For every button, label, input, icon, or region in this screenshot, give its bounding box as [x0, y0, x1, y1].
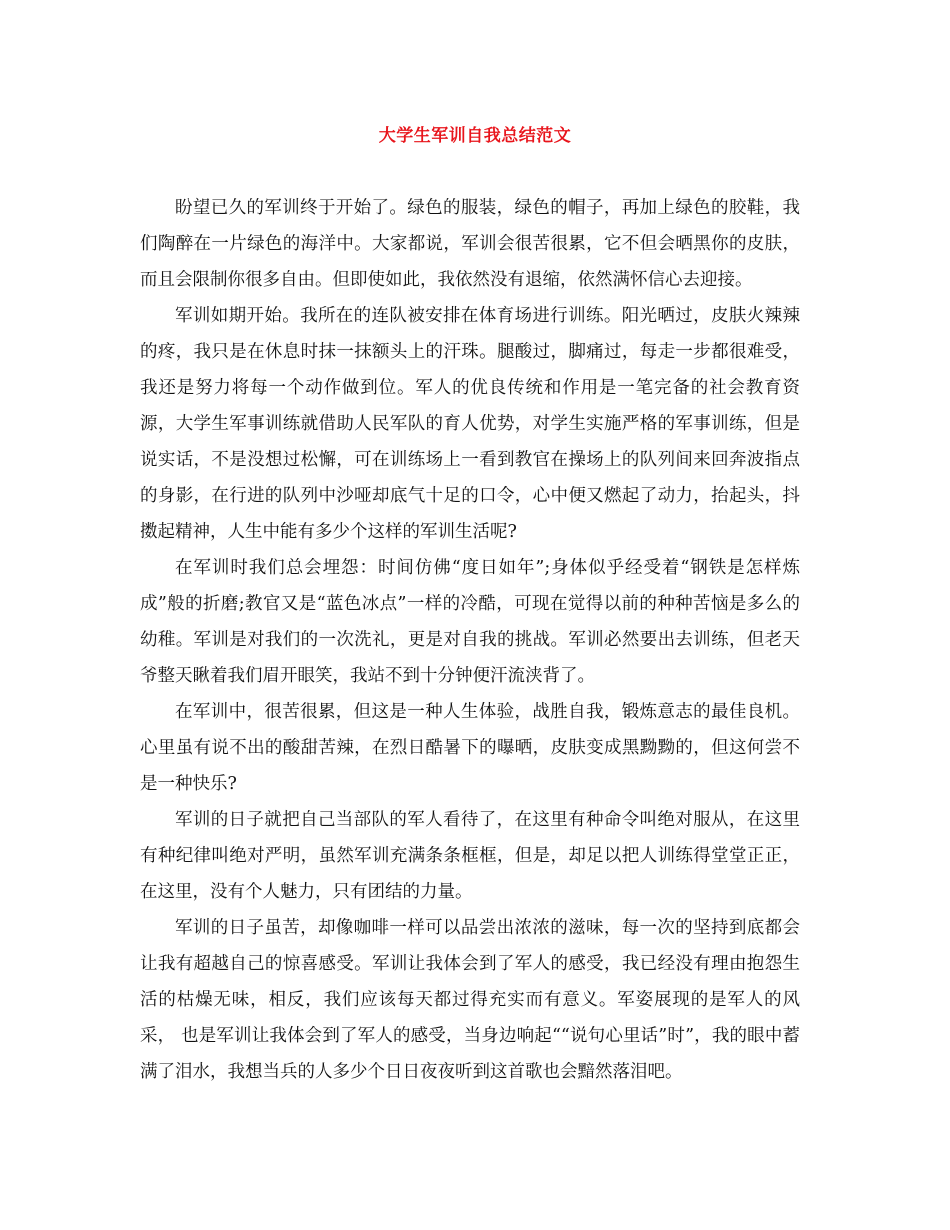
document-title: 大学生军训自我总结范文: [378, 126, 572, 146]
paragraph-4: 在军训中，很苦很累，但这是一种人生体验，战胜自我，锻炼意志的最佳良机。心里虽有说不出的酸甜苦辣，在烈日酷暑下的曝晒，皮肤变成黑黝黝的，但这何尝不是一种快乐?: [140, 702, 800, 794]
document-body: [140, 190, 800, 1090]
paragraph-5: 军训的日子就把自己当部队的军人看待了，在这里有种命令叫绝对服从，在这里有种纪律叫绝对严明，虽然军训充满条条框框，但是，却足以把人训练得堂堂正正，在这里，没有个人魅力，只有团结的力量。: [140, 810, 800, 902]
paragraph-6: 军训的日子虽苦，却像咖啡一样可以品尝出浓浓的滋味，每一次的坚持到底都会让我有超越自己的惊喜感受。军训让我体会到了军人的感受，我已经没有理由抱怨生活的枯燥无味，相反，我们应该每天都过得充实而有意义。军姿展现的是军人的风采， 也是军训让我体会到了军人的感受，当身边响起““说句心里话”时”，我的眼中蓄满了泪水，我想当兵的人多少个日日夜夜听到这首歌也会黯然落泪吧。: [140, 918, 800, 1082]
paragraph-2: 军训如期开始。我所在的连队被安排在体育场进行训练。阳光晒过，皮肤火辣辣的疼，我只是在休息时抹一抹额头上的汗珠。腿酸过，脚痛过，每走一步都很难受，我还是努力将每一个动作做到位。军人的优良传统和作用是一笔完备的社会教育资源，大学生军事训练就借助人民军队的育人优势，对学生实施严格的军事训练，但是说实话，不是没想过松懈，可在训练场上一看到教官在操场上的队列间来回奔波指点的身影，在行进的队列中沙哑却底气十足的口令，心中便又燃起了动力，抬起头，抖擞起精神，人生中能有多少个这样的军训生活呢?: [140, 306, 800, 542]
paragraph-3: 在军训时我们总会埋怨：时间仿佛“度日如年”;身体似乎经受着“钢铁是怎样炼成”般的折磨;教官又是“蓝色冰点”一样的冷酷，可现在觉得以前的种种苦恼是多么的幼稚。军训是对我们的一次洗礼，更是对自我的挑战。军训必然要出去训练，但老天爷整天瞅着我们眉开眼笑，我站不到十分钟便汗流浃背了。: [140, 558, 800, 686]
paragraph-1: 盼望已久的军训终于开始了。绿色的服装，绿色的帽子，再加上绿色的胶鞋，我们陶醉在一片绿色的海洋中。大家都说，军训会很苦很累，它不但会晒黑你的皮肤，而且会限制你很多自由。但即使如此，我依然没有退缩，依然满怀信心去迎接。: [140, 198, 800, 290]
